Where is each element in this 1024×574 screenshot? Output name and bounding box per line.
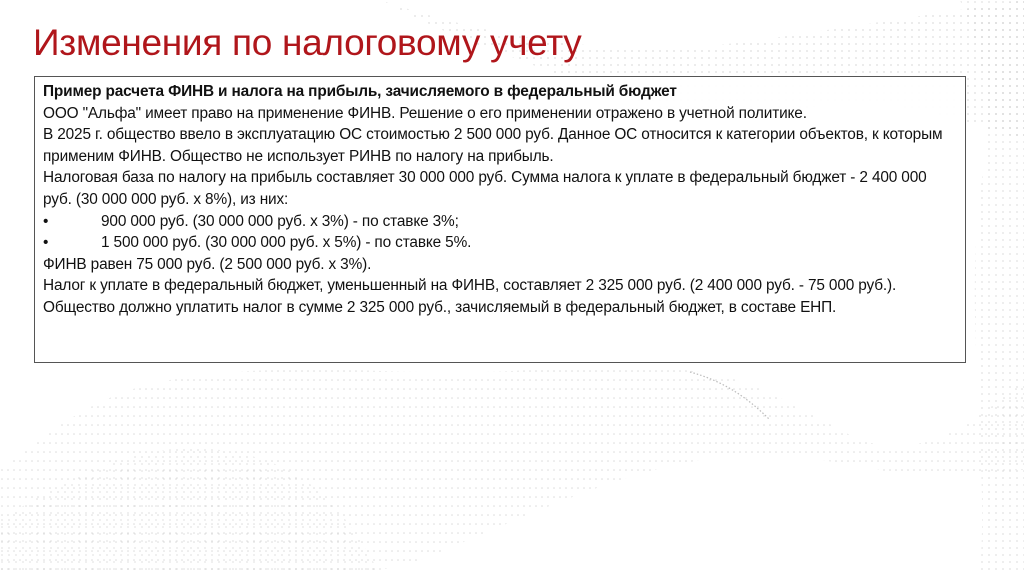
example-text-box — [34, 76, 966, 363]
slide-title: Изменения по налоговому учету — [33, 22, 582, 63]
bullet-item-rate-5 — [43, 232, 957, 254]
paragraph-tax-base: Налоговая база по налогу на прибыль составляет 30 000 000 руб. Сумма налога к уплате в федеральный бюджет - 2 400 000 руб. (30 000 000 руб. х 8%), из них: — [43, 169, 927, 208]
example-heading: Пример расчета ФИНВ и налога на прибыль, зачисляемого в федеральный бюджет — [43, 83, 677, 100]
paragraph-right-to-finv: ООО "Альфа" имеет право на применение ФИНВ. Решение о его применении отражено в учетной политике. — [43, 104, 807, 122]
bullet-item-rate-3 — [43, 211, 957, 233]
paragraph-finv-amount: ФИНВ равен 75 000 руб. (2 500 000 руб. х 3%). — [43, 255, 372, 273]
paragraph-reduced-tax: Налог к уплате в федеральный бюджет, уменьшенный на ФИНВ, составляет 2 325 000 руб. (2 400 000 руб. - 75 000 руб.). — [43, 277, 897, 295]
paragraph-fixed-asset: В 2025 г. общество ввело в эксплуатацию ОС стоимостью 2 500 000 руб. Данное ОС относится к категории объектов, к которым применим ФИНВ. Общество не использует РИНВ по налогу на прибыль. — [43, 126, 943, 165]
bullet-text: 900 000 руб. (30 000 000 руб. х 3%) - по ставке 3%; — [101, 212, 459, 230]
paragraph-conclusion: Общество должно уплатить налог в сумме 2 325 000 руб., зачисляемый в федеральный бюджет, в составе ЕНП. — [43, 298, 837, 316]
bullet-text: 1 500 000 руб. (30 000 000 руб. х 5%) - по ставке 5%. — [101, 234, 472, 252]
bullet-icon: • — [43, 234, 49, 252]
bullet-icon: • — [43, 212, 49, 230]
